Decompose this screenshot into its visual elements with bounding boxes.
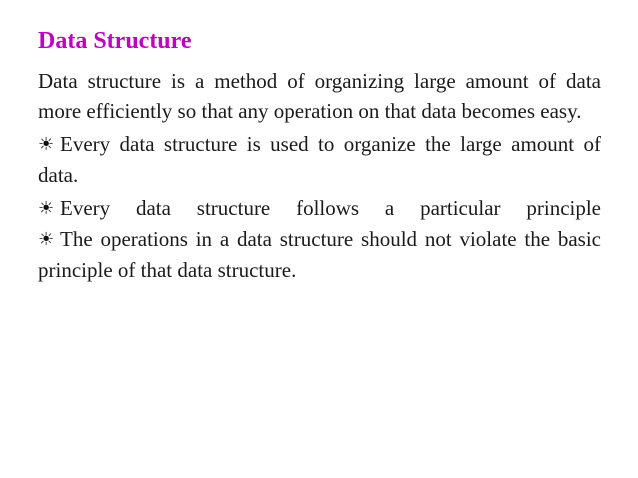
slide-body xyxy=(38,66,601,285)
intro-text: Data structure is a method of organizing large amount of data more efficiently so that any operation on that data becomes easy. xyxy=(38,69,601,123)
bullet-text: Every data structure follows a particular principle xyxy=(60,196,601,220)
bullet-text: The operations in a data structure should not violate the basic principle of that data structure. xyxy=(38,227,601,282)
bullet-item xyxy=(38,224,601,285)
bullet-item xyxy=(38,193,601,224)
slide-title: Data Structure xyxy=(38,28,192,54)
bullet-text: Every data structure is used to organize the large amount of data. xyxy=(38,132,601,187)
intro-paragraph xyxy=(38,66,601,126)
sun-bullet-icon: ☀ xyxy=(38,198,55,219)
sun-bullet-icon: ☀ xyxy=(38,229,55,250)
sun-bullet-icon: ☀ xyxy=(38,134,55,155)
bullet-item xyxy=(38,129,601,190)
